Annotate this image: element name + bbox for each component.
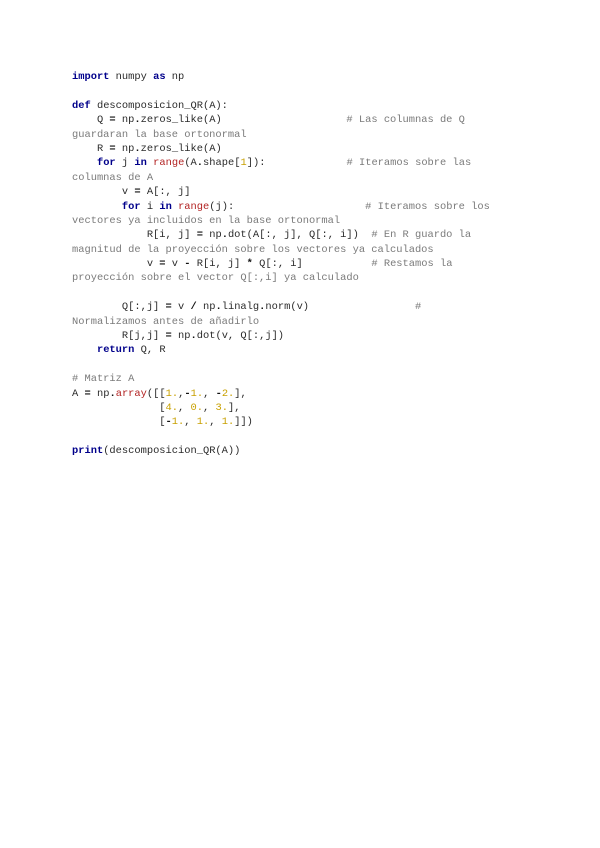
code-token: / [190, 301, 197, 314]
code-token: , [209, 416, 222, 429]
code-line [72, 200, 512, 214]
code-line [72, 156, 512, 170]
code-token: 1. [190, 387, 204, 400]
code-token: as [153, 71, 166, 83]
code-token: . [259, 301, 266, 314]
code-token: . [221, 229, 228, 242]
code-token: Normalizamos antes de añadirlo [72, 315, 260, 328]
code-token: descomposicion_QR(A): [90, 99, 228, 112]
code-token: 3. [215, 401, 228, 414]
code-line [72, 343, 512, 357]
code-token: 2. [221, 387, 235, 400]
code-token: v [171, 301, 191, 314]
code-token: = [196, 229, 203, 242]
code-token: np [115, 142, 135, 155]
code-token: (j): [209, 200, 235, 213]
code-token: v [72, 258, 160, 271]
code-token: - [184, 387, 191, 400]
code-token: . [190, 330, 197, 343]
code-token: np [115, 114, 135, 127]
code-line [72, 271, 512, 285]
code-token: zeros_like(A) [140, 114, 222, 127]
code-token: = [134, 186, 141, 199]
code-token: for [121, 200, 141, 213]
code-token: - [165, 416, 172, 429]
code-token: # Las columnas de Q [221, 114, 465, 127]
code-token: , [184, 416, 197, 429]
code-line [72, 358, 512, 372]
code-line [72, 372, 512, 386]
code-token: (A [184, 157, 197, 170]
code-token: = [109, 142, 116, 155]
code-token: = [159, 258, 166, 271]
code-token: - [184, 258, 191, 271]
code-token: magnitud de la proyección sobre los vectores ya calculados [72, 243, 434, 256]
code-line [72, 99, 512, 113]
code-token: R[i, j] [190, 258, 247, 271]
code-token: R[i, j] [72, 229, 197, 242]
code-token: # Iteramos sobre las [265, 157, 472, 170]
code-line [72, 113, 512, 127]
code-token: 1 [240, 157, 247, 170]
code-token: , [178, 401, 191, 414]
code-token: , [203, 387, 216, 400]
code-token: dot(v, Q[:,j]) [196, 330, 285, 343]
code-token: return [96, 344, 135, 357]
code-token: 1. [196, 416, 210, 429]
code-token: . [196, 157, 204, 170]
code-token: def [72, 99, 91, 112]
code-token: v [72, 186, 135, 199]
code-token: np [196, 301, 216, 314]
code-token: # [309, 301, 422, 314]
code-token: ]]) [234, 416, 253, 429]
code-token: , [178, 387, 185, 400]
code-token: 1. [221, 416, 235, 429]
code-token: . [134, 142, 141, 155]
code-token: Q[:, i] [252, 258, 303, 271]
code-token: np [171, 330, 191, 343]
code-line [72, 70, 512, 84]
code-token: zeros_like(A) [140, 142, 222, 155]
code-token [72, 157, 97, 169]
code-line [72, 387, 512, 401]
code-token: R [72, 142, 110, 155]
code-token: Q [72, 114, 110, 127]
code-token: 1. [165, 387, 179, 400]
code-token: A [72, 387, 85, 400]
code-line [72, 415, 512, 429]
code-token: proyección sobre el vector Q[:,i] ya calculado [72, 272, 359, 285]
code-token: np [202, 229, 222, 242]
code-line [72, 401, 512, 415]
code-token: np [165, 71, 185, 83]
code-token: array [115, 387, 147, 400]
code-token: = [165, 301, 172, 314]
code-token: linalg [221, 301, 260, 314]
code-token: in [159, 200, 172, 213]
code-token: = [84, 387, 91, 400]
code-token: print [72, 445, 104, 458]
code-token: [ [72, 401, 166, 414]
code-token: Q, R [134, 344, 166, 357]
code-token: range [178, 200, 210, 213]
code-token: import [72, 71, 110, 83]
code-token: 1. [171, 416, 185, 429]
code-token: ], [234, 387, 247, 400]
code-line [72, 430, 512, 444]
code-token: (descomposicion_QR(A)) [103, 445, 241, 458]
code-token: # En R guardo la [358, 229, 472, 242]
code-token: - [215, 387, 222, 400]
code-line [72, 128, 512, 142]
code-token: . [215, 301, 222, 314]
code-line [72, 300, 512, 314]
code-token: ([[ [146, 387, 166, 400]
code-line [72, 329, 512, 343]
code-token [72, 344, 97, 356]
code-line [72, 286, 512, 300]
code-token: norm(v) [265, 301, 310, 314]
code-token: v [165, 258, 185, 271]
code-token [72, 201, 122, 213]
code-token: in [134, 157, 147, 170]
code-token: . [109, 387, 116, 400]
code-token: columnas de A [72, 171, 154, 184]
code-token: Q[:,j] [72, 301, 166, 314]
code-line [72, 257, 512, 271]
code-token: R[j,j] [72, 330, 166, 343]
code-token: A[:, j] [140, 186, 191, 199]
code-token: guardaran la base ortonormal [72, 128, 247, 141]
code-line [72, 142, 512, 156]
code-token: # Restamos la [302, 258, 453, 271]
code-token: vectores ya incluidos en la base ortonormal [72, 214, 341, 227]
code-token: shape[ [203, 157, 241, 170]
code-token: 0. [190, 401, 203, 414]
code-token: # Iteramos sobre los [234, 200, 490, 213]
code-token: ], [227, 401, 241, 414]
code-token: . [134, 114, 141, 127]
code-token: # Matriz A [72, 373, 135, 386]
code-line [72, 185, 512, 199]
code-token: * [246, 258, 253, 271]
code-token: range [153, 157, 185, 170]
code-token: , [202, 401, 216, 414]
code-line [72, 243, 512, 257]
code-line [72, 315, 512, 329]
code-token: np [90, 387, 110, 400]
code-token: ]): [246, 157, 266, 170]
code-line [72, 171, 512, 185]
code-line [72, 214, 512, 228]
code-token: = [165, 330, 172, 343]
code-block [72, 70, 512, 459]
code-token: dot(A[:, j], Q[:, i]) [227, 229, 359, 242]
code-token: = [109, 114, 116, 127]
code-token: [ [72, 416, 166, 429]
code-line [72, 444, 512, 458]
code-line [72, 84, 512, 98]
code-token: numpy [109, 71, 154, 83]
code-token: i [140, 200, 160, 213]
code-token: 4. [165, 401, 179, 414]
code-token: j [115, 157, 135, 170]
code-token: for [96, 157, 116, 170]
code-line [72, 228, 512, 242]
